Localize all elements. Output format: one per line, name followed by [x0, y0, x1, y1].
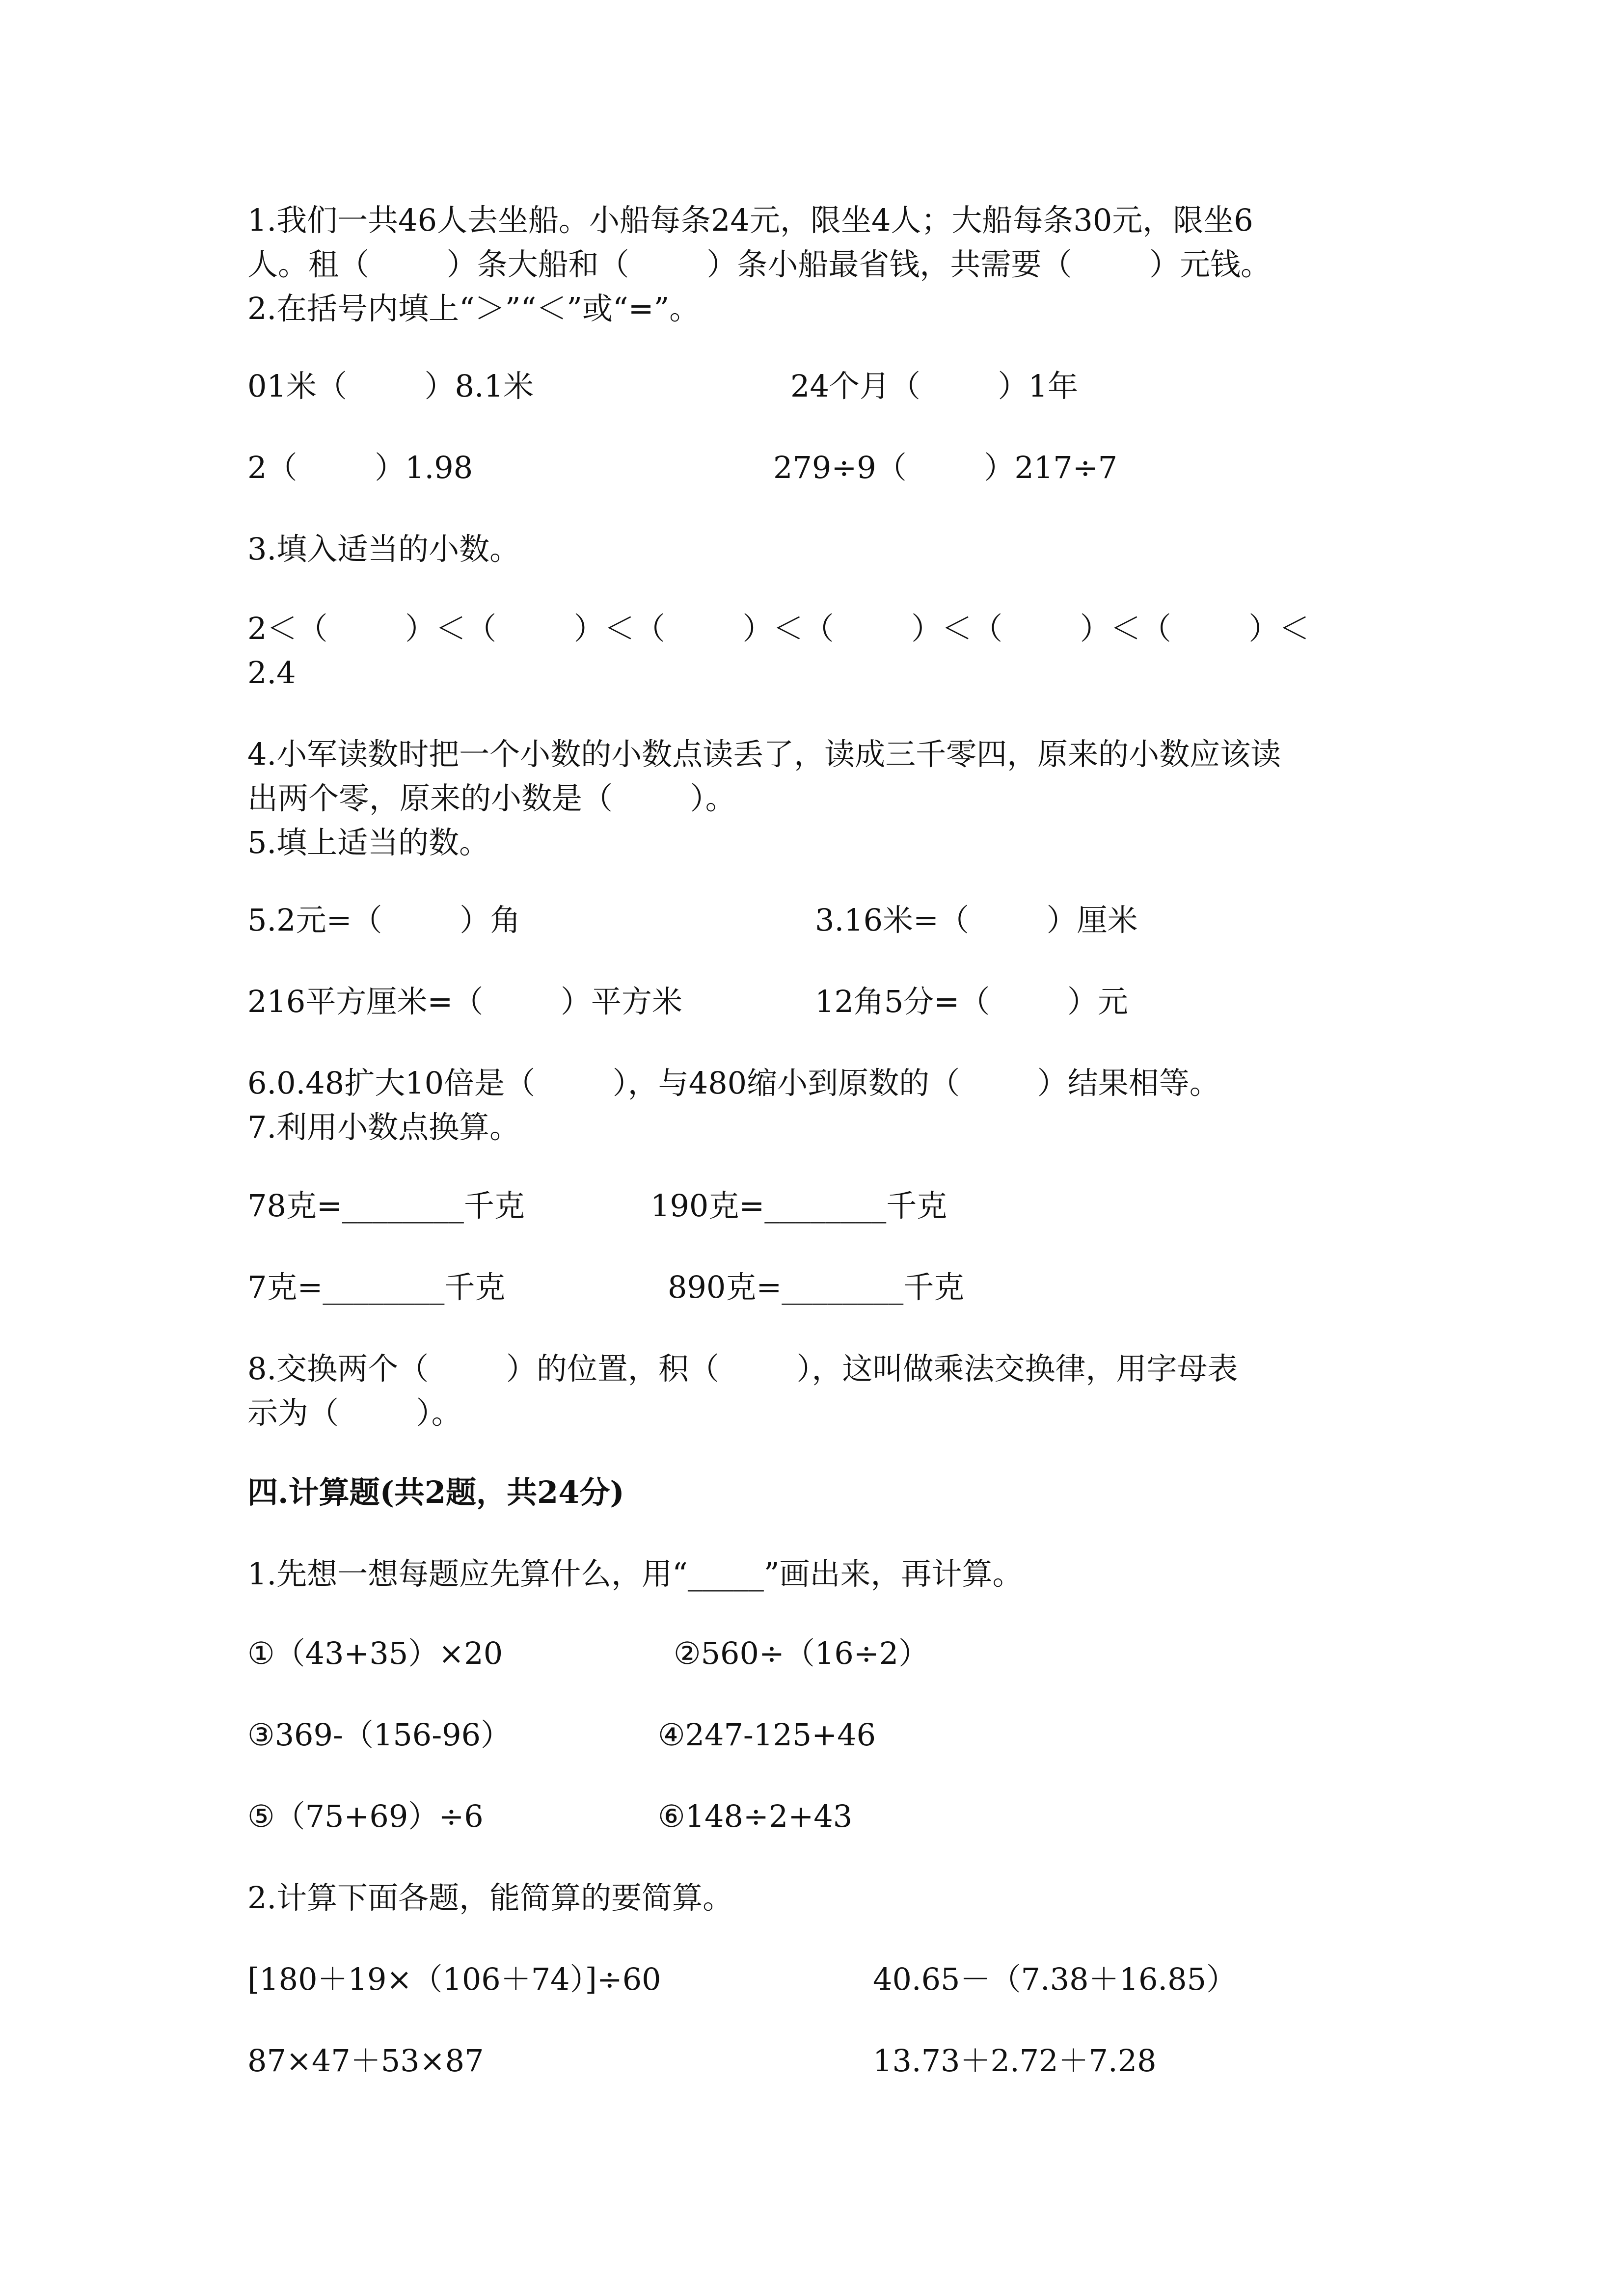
question-7-item-1: 78克=________千克: [247, 1188, 525, 1224]
question-8-line-1: 8.交换两个（ ）的位置，积（ ），这叫做乘法交换律，用字母表: [247, 1351, 1238, 1387]
question-2-title: 2.在括号内填上“＞”“＜”或“=”。: [247, 291, 700, 326]
question-1-line-1: 1.我们一共46人去坐船。小船每条24元，限坐4人；大船每条30元，限坐6: [247, 202, 1253, 238]
question-7-item-2: 190克=________千克: [650, 1188, 947, 1224]
calc-problem-9: 87×47＋53×87: [247, 2043, 484, 2079]
question-7-item-3: 7克=________千克: [247, 1269, 506, 1305]
question-5-item-3: 216平方厘米=（ ）平方米: [247, 984, 682, 1019]
question-5-item-1: 5.2元=（ ）角: [247, 902, 521, 938]
calc-problem-5: ⑤（75+69）÷6: [247, 1798, 484, 1834]
question-7-item-4: 890克=________千克: [668, 1269, 965, 1305]
question-3-line-1: 2＜（ ）＜（ ）＜（ ）＜（ ）＜（ ）＜（ ）＜: [247, 611, 1310, 646]
calc-problem-8: 40.65－（7.38＋16.85）: [873, 1961, 1237, 1997]
calc-problem-1: ①（43+35）×20: [247, 1635, 503, 1671]
calc-problem-4: ④247-125+46: [658, 1717, 876, 1753]
calc-problem-7: [180＋19×（106＋74）]÷60: [247, 1961, 661, 1997]
question-3-title: 3.填入适当的小数。: [247, 531, 520, 567]
question-4-line-1: 4.小军读数时把一个小数的小数点读丢了，读成三千零四，原来的小数应该读: [247, 736, 1281, 772]
question-8-line-2: 示为（ ）。: [247, 1395, 462, 1431]
calc-problem-6: ⑥148÷2+43: [658, 1798, 853, 1834]
calc-question-1-title: 1.先想一想每题应先算什么，用“_____”画出来，再计算。: [247, 1556, 1023, 1592]
question-5-item-2: 3.16米=（ ）厘米: [815, 902, 1138, 938]
question-2-item-2: 24个月（ ）1年: [790, 368, 1079, 404]
question-4-line-2: 出两个零，原来的小数是（ ）。: [247, 780, 736, 816]
calc-problem-2: ②560÷（16÷2）: [674, 1635, 929, 1671]
question-7-title: 7.利用小数点换算。: [247, 1109, 520, 1145]
question-5-title: 5.填上适当的数。: [247, 825, 490, 860]
question-6-line: 6.0.48扩大10倍是（ ），与480缩小到原数的（ ）结果相等。: [247, 1065, 1220, 1101]
question-2-item-1: 01米（ ）8.1米: [247, 368, 534, 404]
question-1-line-2: 人。租（ ）条大船和（ ）条小船最省钱，共需要（ ）元钱。: [247, 246, 1271, 282]
calc-question-2-title: 2.计算下面各题，能简算的要简算。: [247, 1880, 733, 1916]
question-2-item-3: 2（ ）1.98: [247, 450, 473, 485]
question-2-item-4: 279÷9（ ）217÷7: [773, 450, 1118, 485]
question-5-item-4: 12角5分=（ ）元: [815, 984, 1128, 1019]
calc-problem-10: 13.73＋2.72＋7.28: [873, 2043, 1157, 2079]
calc-problem-3: ③369-（156-96）: [247, 1717, 512, 1753]
question-3-line-2: 2.4: [247, 655, 296, 691]
section-4-heading: 四.计算题(共2题，共24分): [247, 1474, 624, 1510]
